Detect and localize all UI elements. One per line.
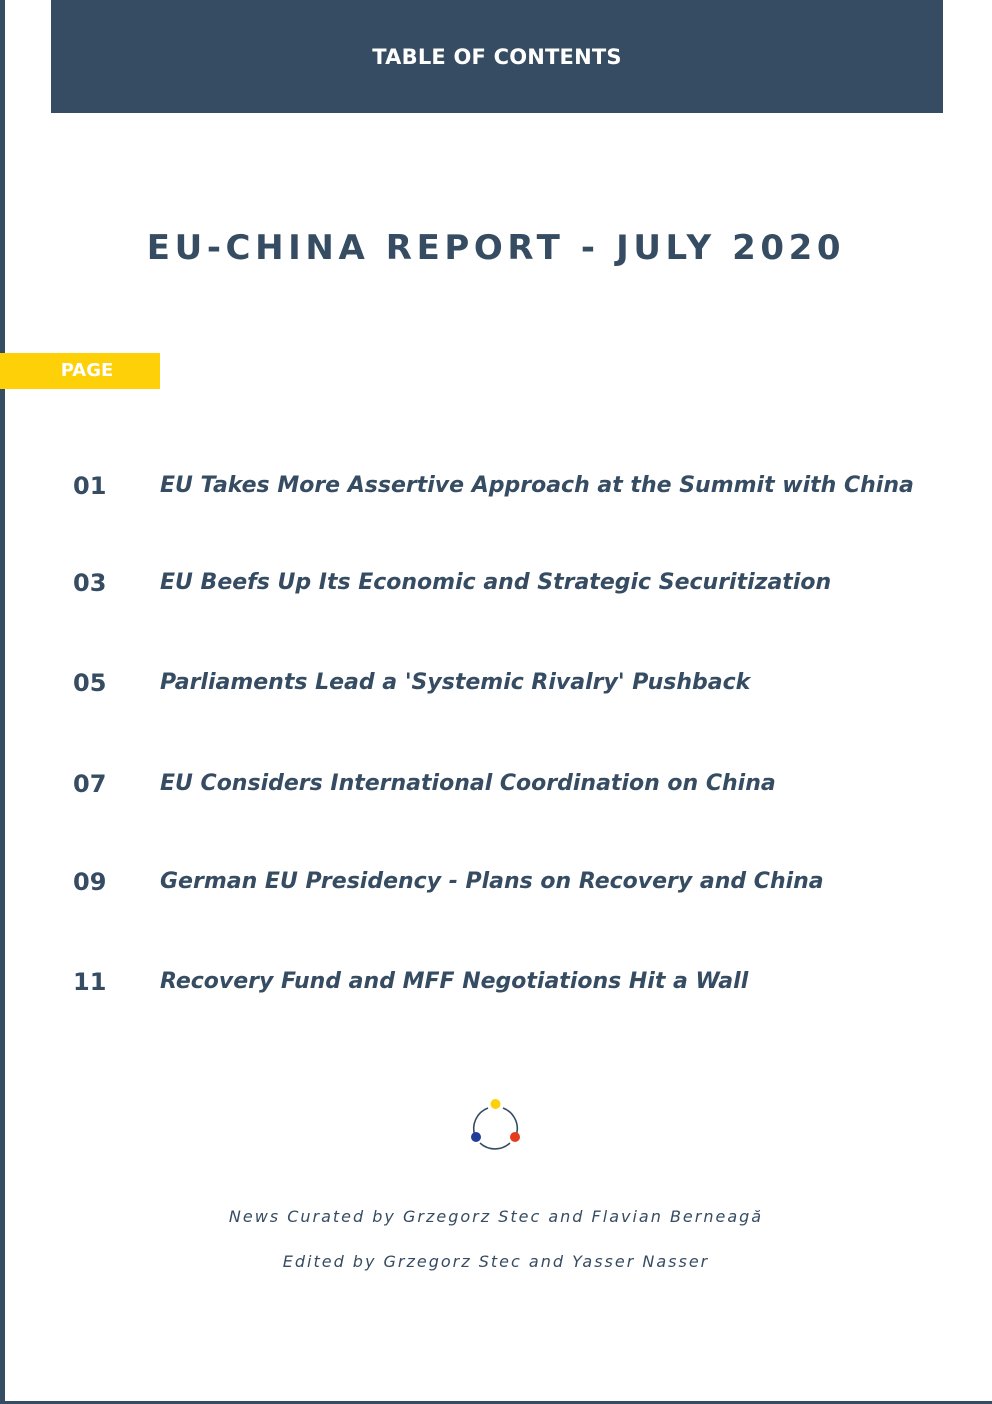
- toc-entry[interactable]: [0, 764, 992, 804]
- toc-entry[interactable]: [0, 962, 992, 1002]
- toc-entry[interactable]: [0, 862, 992, 902]
- curated-by-credit: News Curated by Grzegorz Stec and Flavian Berneagă: [228, 1207, 764, 1226]
- toc-entry[interactable]: [0, 563, 992, 603]
- header-title: TABLE OF CONTENTS: [372, 45, 622, 69]
- toc-page-number: 09: [73, 868, 107, 896]
- toc-title[interactable]: EU Beefs Up Its Economic and Strategic Securitization: [160, 570, 832, 595]
- toc-title[interactable]: EU Takes More Assertive Approach at the Summit with China: [160, 473, 914, 498]
- toc-entry[interactable]: [0, 663, 992, 703]
- page-label: PAGE: [0, 353, 160, 389]
- toc-page-number: 05: [73, 669, 107, 697]
- toc-page-number: 11: [73, 968, 107, 996]
- header-bar: [51, 0, 943, 113]
- three-dot-circle-logo-icon: [466, 1096, 526, 1160]
- toc-title[interactable]: Parliaments Lead a 'Systemic Rivalry' Pushback: [160, 670, 751, 695]
- toc-page-number: 07: [73, 770, 107, 798]
- toc-entry[interactable]: [0, 466, 992, 506]
- toc-page-number: 01: [73, 472, 107, 500]
- toc-title[interactable]: EU Considers International Coordination on China: [160, 771, 776, 796]
- toc-title[interactable]: Recovery Fund and MFF Negotiations Hit a Wall: [160, 969, 749, 994]
- toc-title[interactable]: German EU Presidency - Plans on Recovery and China: [160, 869, 824, 894]
- edited-by-credit: Edited by Grzegorz Stec and Yasser Nasser: [282, 1252, 710, 1271]
- toc-page-number: 03: [73, 569, 107, 597]
- report-title: EU-CHINA REPORT - JULY 2020: [146, 228, 846, 268]
